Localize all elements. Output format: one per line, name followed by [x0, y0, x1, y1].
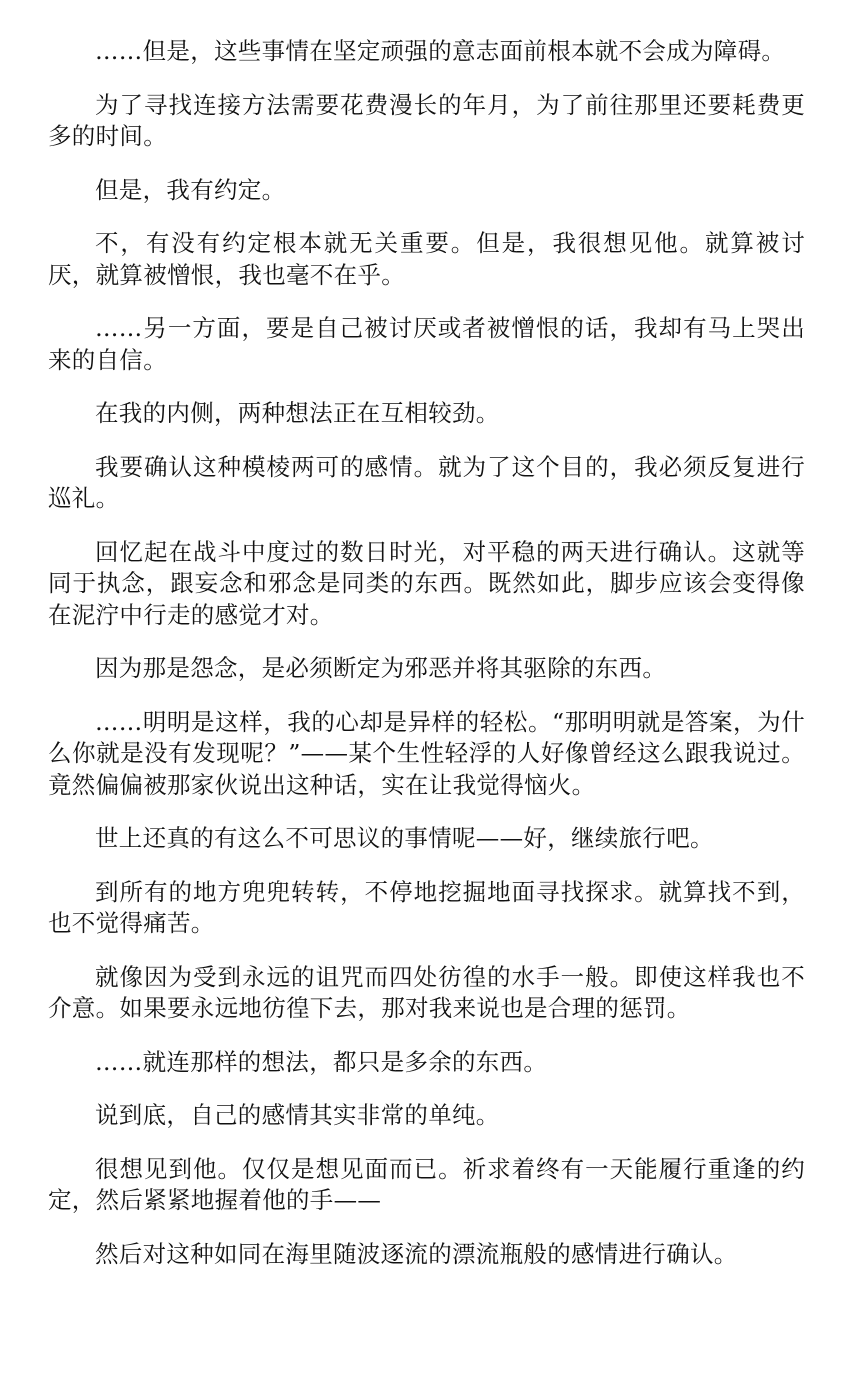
paragraph: ……但是，这些事情在坚定顽强的意志面前根本就不会成为障碍。 — [95, 37, 786, 65]
paragraph: 在我的内侧，两种想法正在互相较劲。 — [95, 399, 500, 427]
paragraph: 说到底，自己的感情其实非常的单纯。 — [95, 1101, 500, 1129]
paragraph: ……就连那样的想法，都只是多余的东西。 — [95, 1047, 548, 1076]
document-body — [48, 36, 805, 1292]
paragraph: 但是，我有约定。 — [95, 175, 286, 204]
paragraph: 为了寻找连接方法需要花费漫长的年月，为了前往那里还要耗费更多的时间。 — [48, 90, 805, 150]
paragraph: 就像因为受到永远的诅咒而四处彷徨的水手一般。即使这样我也不介意。如果要永远地彷徨下去，那对我来说也是合理的惩罚。 — [48, 962, 805, 1022]
paragraph: 回忆起在战斗中度过的数日时光，对平稳的两天进行确认。这就等同于执念，跟妄念和邪念是同类的东西。既然如此，脚步应该会变得像在泥泞中行走的感觉才对。 — [48, 537, 805, 629]
paragraph: ……另一方面，要是自己被讨厌或者被憎恨的话，我却有马上哭出来的自信。 — [48, 314, 805, 374]
paragraph: 我要确认这种模棱两可的感情。就为了这个目的，我必须反复进行巡礼。 — [48, 452, 805, 512]
paragraph: 世上还真的有这么不可思议的事情呢——好，继续旅行吧。 — [95, 824, 714, 852]
paragraph: 因为那是怨念，是必须断定为邪恶并将其驱除的东西。 — [95, 654, 667, 682]
paragraph: 然后对这种如同在海里随波逐流的漂流瓶般的感情进行确认。 — [95, 1239, 738, 1268]
paragraph: 不，有没有约定根本就无关重要。但是，我很想见他。就算被讨厌，就算被憎恨，我也毫不在乎。 — [48, 229, 805, 289]
paragraph: 很想见到他。仅仅是想见面而已。祈求着终有一天能履行重逢的约定，然后紧紧地握着他的手—— — [48, 1154, 805, 1214]
paragraph: 到所有的地方兜兜转转，不停地挖掘地面寻找探求。就算找不到，也不觉得痛苦。 — [48, 877, 805, 937]
paragraph: ……明明是这样，我的心却是异样的轻松。“那明明就是答案，为什么你就是没有发现呢？”——某个生性轻浮的人好像曾经这么跟我说过。竟然偏偏被那家伙说出这种话，实在让我觉得恼火。 — [48, 707, 805, 799]
